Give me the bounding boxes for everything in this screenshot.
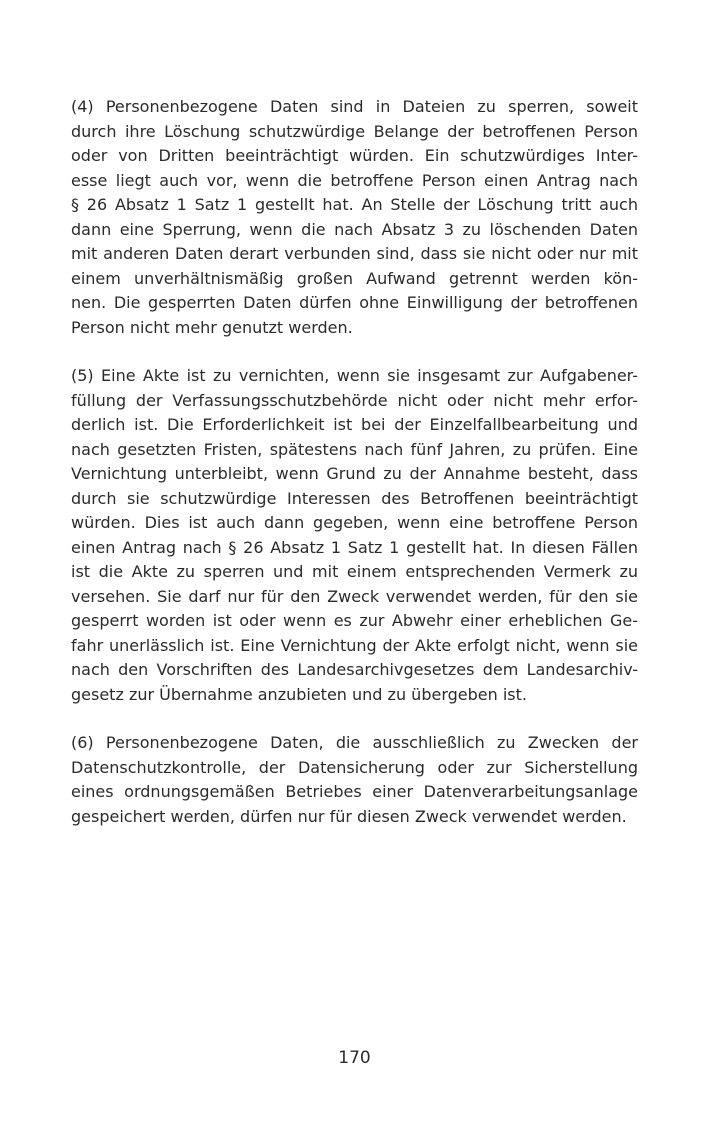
text-line: § 26 Absatz 1 Satz 1 gestellt hat. An Stelle der Löschung tritt auch <box>71 195 638 214</box>
text-line: Vernichtung unterbleibt, wenn Grund zu der Annahme besteht, dass <box>71 464 638 483</box>
text-line: derlich ist. Die Erforderlichkeit ist bei der Einzelfallbearbeitung und <box>71 415 638 434</box>
text-line: eines ordnungsgemäßen Betriebes einer Datenverarbeitungsanlage <box>71 782 638 801</box>
text-line: versehen. Sie darf nur für den Zweck verwendet werden, für den sie <box>71 586 638 606</box>
text-line: Datenschutzkontrolle, der Datensicherung oder zur Sicherstellung <box>71 757 638 777</box>
text-line: (4) Personenbezogene Daten sind in Dateien zu sperren, soweit <box>71 97 638 116</box>
text-line: nach den Vorschriften des Landesarchivgesetzes dem Landesarchiv- <box>71 660 638 679</box>
text-line: (5) Eine Akte ist zu vernichten, wenn sie insgesamt zur Aufgabener- <box>71 366 638 385</box>
text-line: gespeichert werden, dürfen nur für diesen Zweck verwendet werden. <box>71 806 627 826</box>
text-line: gesetz zur Übernahme anzubieten und zu übergeben ist. <box>71 684 527 704</box>
body-text <box>71 95 638 853</box>
text-line: durch ihre Löschung schutzwürdige Belange der betroffenen Person <box>71 121 638 141</box>
text-line: einen Antrag nach § 26 Absatz 1 Satz 1 gestellt hat. In diesen Fällen <box>71 537 638 557</box>
text-line: einem unverhältnismäßig großen Aufwand getrennt werden kön- <box>71 268 638 288</box>
paragraph-4 <box>71 95 638 340</box>
text-line: oder von Dritten beeinträchtigt würden. Ein schutzwürdiges Inter- <box>71 146 638 165</box>
text-line: mit anderen Daten derart verbunden sind, dass sie nicht oder nur mit <box>71 244 638 263</box>
text-line: (6) Personenbezogene Daten, die ausschließlich zu Zwecken der <box>71 733 638 752</box>
text-line: fahr unerlässlich ist. Eine Vernichtung der Akte erfolgt nicht, wenn sie <box>71 635 638 655</box>
text-line: durch sie schutzwürdige Interessen des Betroffenen beeinträchtigt <box>71 488 638 508</box>
text-line: nen. Die gesperrten Daten dürfen ohne Einwilligung der betroffenen <box>71 293 638 312</box>
text-line: ist die Akte zu sperren und mit einem entsprechenden Vermerk zu <box>71 562 638 581</box>
text-line: füllung der Verfassungsschutzbehörde nicht oder nicht mehr erfor- <box>71 390 638 410</box>
page-number: 170 <box>338 1048 371 1068</box>
text-line: esse liegt auch vor, wenn die betroffene Person einen Antrag nach <box>71 170 638 190</box>
text-line: würden. Dies ist auch dann gegeben, wenn eine betroffene Person <box>71 513 638 532</box>
paragraph-5 <box>71 364 638 707</box>
text-line: dann eine Sperrung, wenn die nach Absatz 3 zu löschenden Daten <box>71 219 638 239</box>
text-line: gesperrt worden ist oder wenn es zur Abwehr einer erheblichen Ge- <box>71 611 638 630</box>
paragraph-6 <box>71 731 638 829</box>
text-line: Person nicht mehr genutzt werden. <box>71 317 353 337</box>
text-line: nach gesetzten Fristen, spätestens nach fünf Jahren, zu prüfen. Eine <box>71 439 638 459</box>
